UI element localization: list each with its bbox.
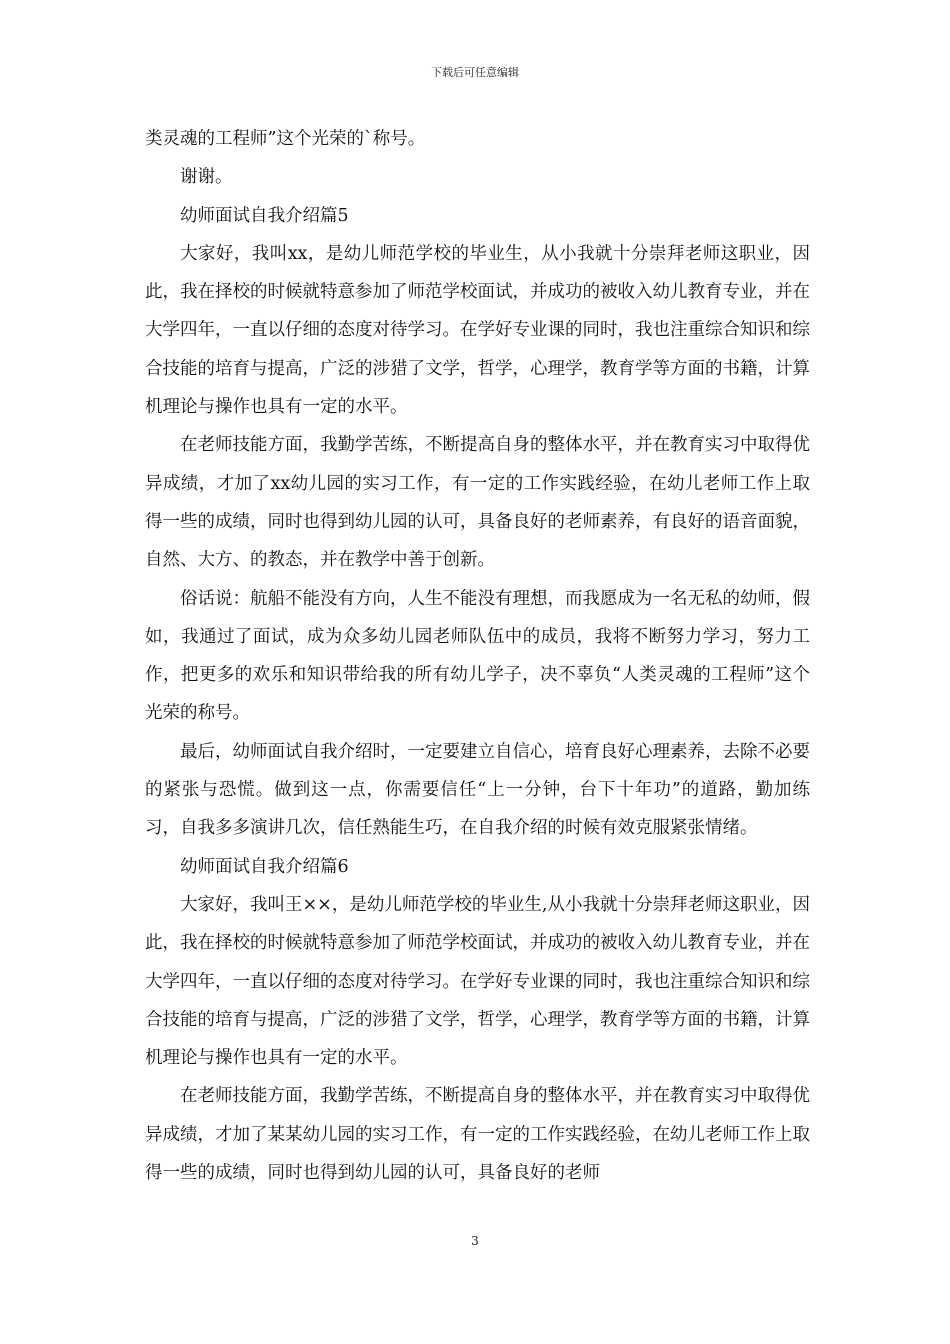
paragraph: 俗话说：航船不能没有方向，人生不能没有理想，而我愿成为一名无私的幼师，假如，我通过了面试，成为众多幼儿园老师队伍中的成员，我将不断努力学习，努力工作，把更多的欢乐和知识带给我的所有幼儿学子，决不辜负“人类灵魂的工程师”这个光荣的称号。 bbox=[145, 588, 810, 724]
paragraph: 最后，幼师面试自我介绍时，一定要建立自信心，培育良好心理素养，去除不必要的紧张与恐慌。做到这一点，你需要信任“上一分钟，台下十年功”的道路，勤加练习，自我多多演讲几次，信任熟能生巧，在自我介绍的时候有效克服紧张情绪。 bbox=[145, 741, 810, 839]
paragraph: 在老师技能方面，我勤学苦练，不断提高自身的整体水平，并在教育实习中取得优异成绩，才加了xx幼儿园的实习工作，有一定的工作实践经验，在幼儿老师工作上取得一些的成绩，同时也得到幼儿园的认可，具备良好的老师素养，有良好的语音面貌，自然、大方、的教态，并在教学中善于创新。 bbox=[145, 435, 810, 571]
paragraph: 在老师技能方面，我勤学苦练，不断提高自身的整体水平，并在教育实习中取得优异成绩，才加了某某幼儿园的实习工作，有一定的工作实践经验，在幼儿老师工作上取得一些的成绩，同时也得到幼儿园的认可，具备良好的老师 bbox=[145, 1086, 810, 1184]
section-heading-5: 幼师面试自我介绍篇5 bbox=[180, 205, 349, 226]
section-heading-6: 幼师面试自我介绍篇6 bbox=[180, 856, 349, 877]
document-body bbox=[145, 120, 810, 1192]
paragraph-continuation: 类灵魂的工程师”这个光荣的`称号。 bbox=[145, 129, 426, 149]
paragraph: 大家好，我叫xx，是幼儿师范学校的毕业生，从小我就十分崇拜老师这职业，因此，我在择校的时候就特意参加了师范学校面试，并成功的被收入幼儿教育专业，并在大学四年，一直以仔细的态度对待学习。在学好专业课的同时，我也注重综合知识和综合技能的培育与提高，广泛的涉猎了文学，哲学，心理学，教育学等方面的书籍，计算机理论与操作也具有一定的水平。 bbox=[145, 243, 810, 418]
paragraph-thanks: 谢谢。 bbox=[180, 167, 233, 188]
page-number: 3 bbox=[471, 1234, 479, 1248]
paragraph: 大家好，我叫王××，是幼儿师范学校的毕业生,从小我就十分崇拜老师这职业，因此，我在择校的时候就特意参加了师范学校面试，并成功的被收入幼儿教育专业，并在大学四年，一直以仔细的态度对待学习。在学好专业课的同时，我也注重综合知识和综合技能的培育与提高，广泛的涉猎了文学，哲学，心理学，教育学等方面的书籍，计算机理论与操作也具有一定的水平。 bbox=[145, 894, 810, 1069]
page-header: 下载后可任意编辑 bbox=[431, 66, 519, 79]
